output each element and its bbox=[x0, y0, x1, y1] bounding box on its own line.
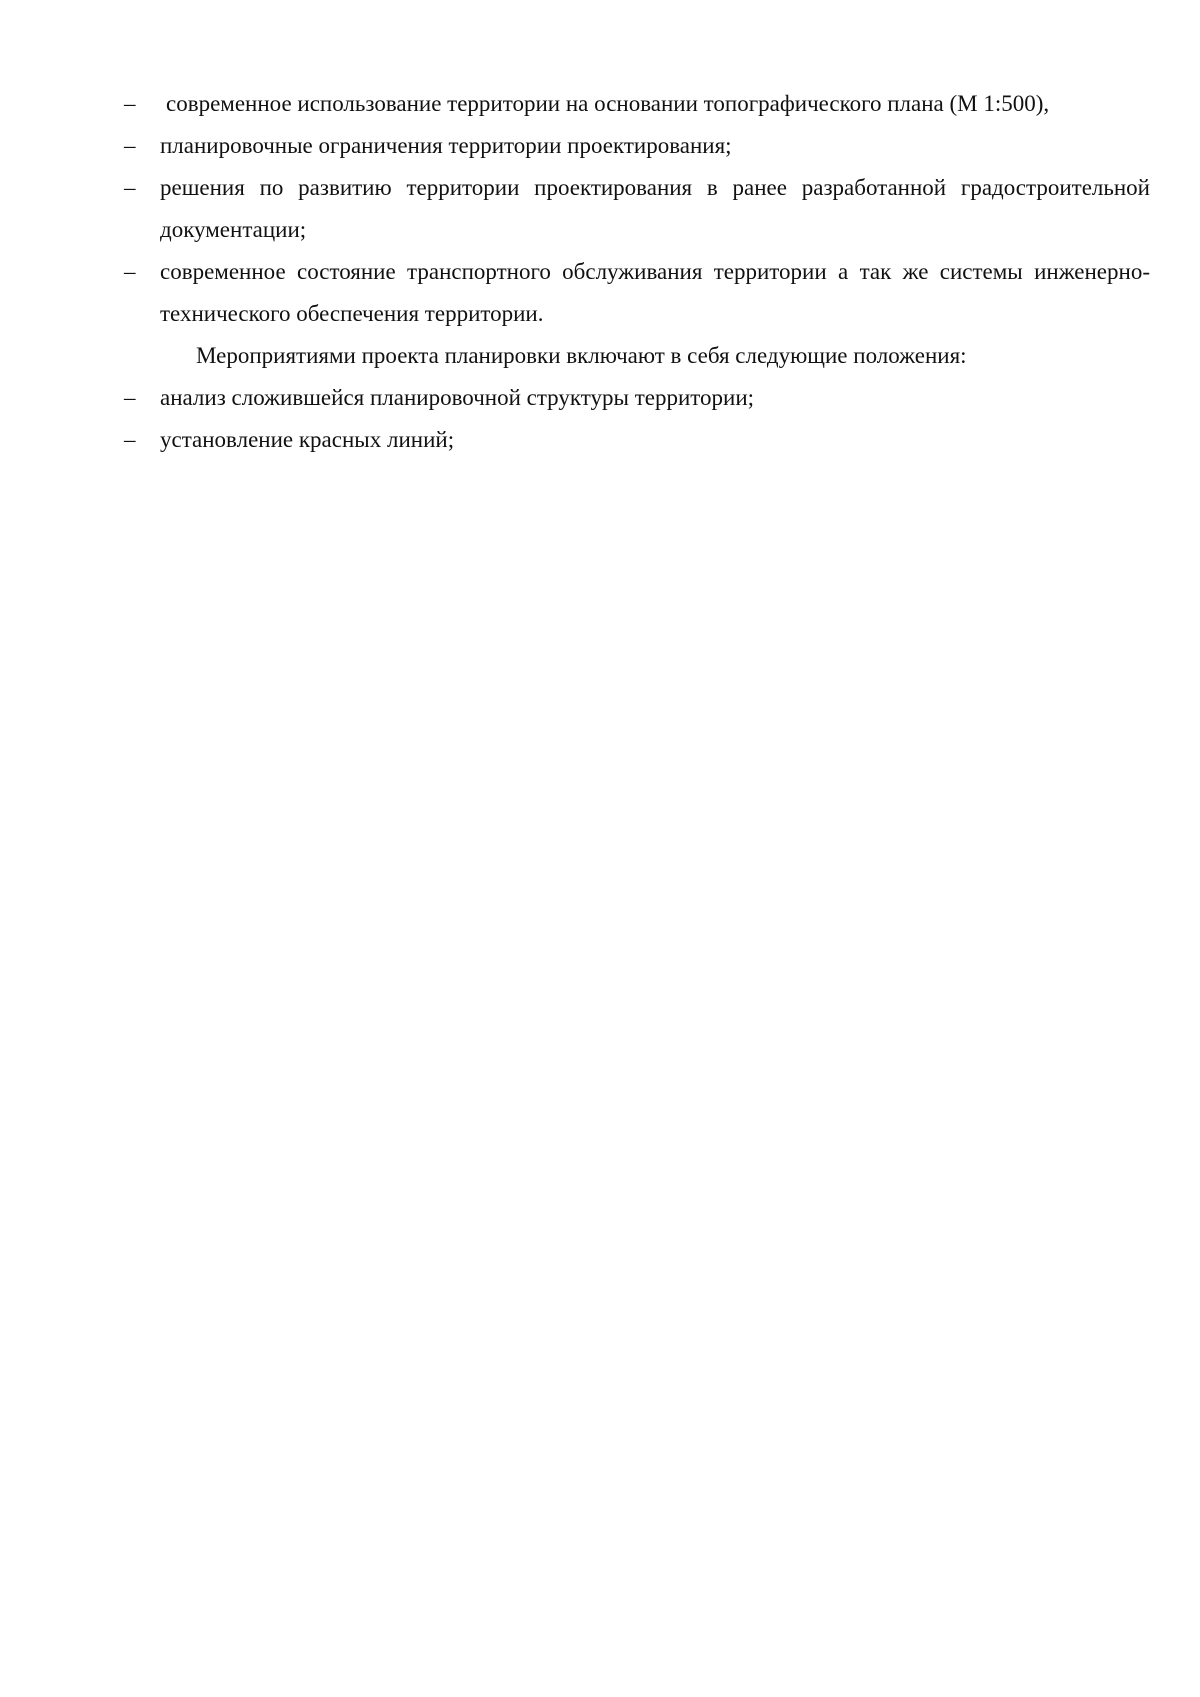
list-item bbox=[124, 419, 1150, 461]
document-body bbox=[124, 83, 1150, 461]
list-item bbox=[124, 167, 1150, 251]
list-dash: – bbox=[124, 133, 136, 158]
list-item-text: современное использование территории на основании топографического плана (М 1:500), bbox=[166, 91, 1050, 116]
list-dash: – bbox=[124, 175, 136, 200]
list-item-text: современное состояние транспортного обслуживания территории а так же системы инженерно-технического обеспечения территории. bbox=[160, 259, 1150, 326]
list-item bbox=[124, 125, 1150, 167]
list-dash: – bbox=[124, 427, 136, 452]
list-item bbox=[124, 377, 1150, 419]
list-item bbox=[124, 83, 1150, 125]
list-item-text: решения по развитию территории проектирования в ранее разработанной градостроительной документации; bbox=[160, 175, 1150, 242]
list-item bbox=[124, 251, 1150, 335]
list-dash: – bbox=[124, 91, 136, 116]
list-item-text: анализ сложившейся планировочной структуры территории; bbox=[160, 385, 755, 410]
list-dash: – bbox=[124, 259, 136, 284]
body-paragraph: Мероприятиями проекта планировки включают в себя следующие положения: bbox=[196, 343, 967, 368]
list-item-text: планировочные ограничения территории проектирования; bbox=[160, 133, 732, 158]
list-item-text: установление красных линий; bbox=[160, 427, 455, 452]
list-dash: – bbox=[124, 385, 136, 410]
